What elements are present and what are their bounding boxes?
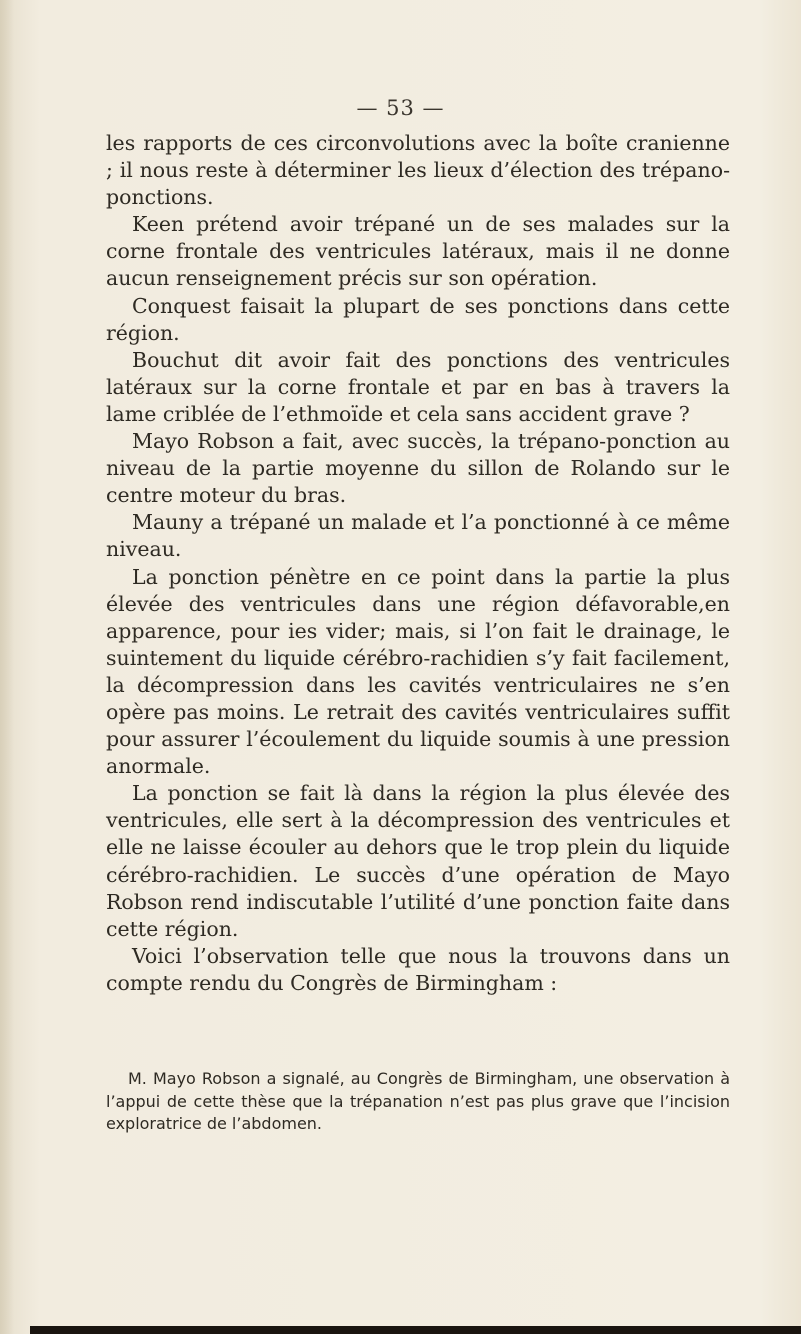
paragraph: Bouchut dit avoir fait des ponctions des ventricules latéraux sur la corne frontale et par en bas à travers la lame criblée de l’ethmoïde et cela sans accident grave ? — [106, 347, 730, 426]
paragraph: les rapports de ces circonvolutions avec la boîte cranienne ; il nous reste à déterminer les lieux d’élection des trépano-ponctions. — [106, 131, 730, 210]
paragraph: Mauny a trépané un malade et l’a ponctionné à ce même niveau. — [106, 510, 730, 562]
paragraph: Keen prétend avoir trépané un de ses malades sur la corne frontale des ventricules latéraux, mais il ne donne aucun renseignement précis sur son opération. — [106, 212, 730, 291]
footnote: M. Mayo Robson a signalé, au Congrès de Birmingham, une observation à l’appui de cette thèse que la trépanation n’est pas plus grave que l’incision exploratrice de l’abdomen. — [106, 1069, 730, 1133]
page-number: — 53 — — [356, 96, 445, 120]
paragraph: Mayo Robson a fait, avec succès, la trépano-ponction au niveau de la partie moyenne du sillon de Rolando sur le centre moteur du bras. — [106, 429, 730, 508]
paragraph: La ponction pénètre en ce point dans la partie la plus élevée des ventricules dans une région défavorable,en apparence, pour ies vider; mais, si l’on fait le drainage, le suintement du liquide cérébro-rachidien s’y fait facilement, la décompression dans les cavités ventriculaires ne s’en opère pas moins. Le retrait des cavités ventriculaires suffit pour assurer l’écoulement du liquide soumis à une pression anormale. — [106, 564, 730, 779]
paragraph: La ponction se fait là dans la région la plus élevée des ventricules, elle sert à la décompression des ventricules et elle ne laisse écouler au dehors que le trop plein du liquide cérébro-rachidien. Le succès d’une opération de Mayo Robson rend indiscutable l’utilité d’une ponction faite dans cette région. — [106, 781, 730, 941]
page-gutter-shadow — [0, 0, 14, 1334]
body-text — [106, 130, 730, 997]
paragraph: Conquest faisait la plupart de ses ponctions dans cette région. — [106, 293, 730, 345]
paragraph: Voici l’observation telle que nous la trouvons dans un compte rendu du Congrès de Birmingham : — [106, 943, 730, 995]
bottom-edge-rule — [30, 1326, 801, 1334]
